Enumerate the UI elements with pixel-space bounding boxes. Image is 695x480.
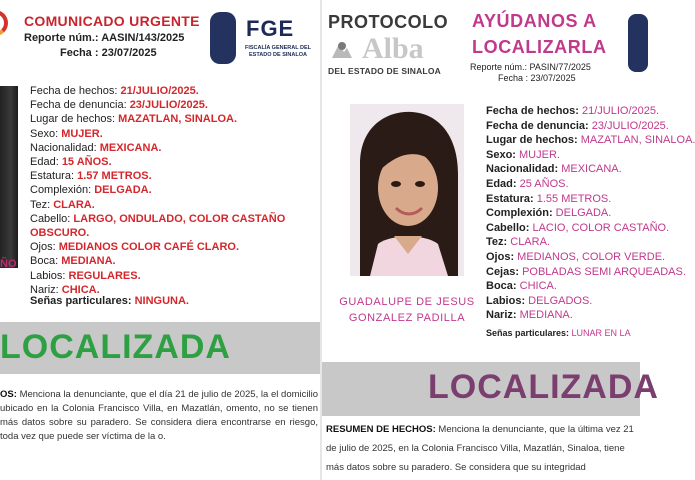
senas-label: Señas particulares:: [486, 328, 572, 338]
report-value: PASIN/77/2025: [529, 62, 591, 72]
case-summary: [0, 388, 318, 444]
summary-label: OS:: [0, 389, 17, 400]
report-label: Reporte núm.:: [24, 32, 99, 44]
facts-list: [30, 84, 320, 297]
fact-row: Complexión: DELGADA.: [486, 207, 612, 220]
fact-row: Lugar de hechos: MAZATLAN, SINALOA.: [30, 113, 238, 126]
status-stamp: LOCALIZADA: [428, 368, 659, 406]
senas-label: Señas particulares:: [30, 295, 135, 307]
distinguishing-marks: [30, 295, 189, 307]
fact-row: Fecha de denuncia: 23/JULIO/2025.: [30, 99, 208, 112]
left-flyer: [0, 0, 320, 480]
case-summary: [326, 420, 644, 477]
report-number: [470, 62, 591, 72]
senas-value: LUNAR EN LA: [571, 328, 631, 338]
state-seal-icon: [628, 14, 648, 72]
protocol-title: PROTOCOLO: [328, 12, 449, 32]
fact-row: Nacionalidad: MEXICANA.: [486, 163, 622, 176]
date-value: 23/07/2025: [530, 73, 576, 83]
report-label: Reporte núm.:: [470, 62, 528, 72]
date-label: Fecha :: [60, 47, 99, 59]
fact-row: Boca: CHICA.: [486, 280, 557, 293]
person-name: [322, 294, 492, 326]
fact-row: Labios: DELGADOS.: [486, 294, 593, 307]
facts-list: [486, 104, 695, 323]
status-stamp: LOCALIZADA: [0, 328, 231, 366]
help-heading-line2: LOCALIZARLA: [472, 37, 607, 57]
fact-row: Fecha de hechos: 21/JULIO/2025.: [30, 85, 199, 97]
help-heading-line1: AYÚDANOS A: [472, 11, 597, 31]
date-label: Fecha :: [498, 73, 529, 83]
fact-row: Cabello: LACIO, COLOR CASTAÑO.: [486, 221, 670, 234]
fact-row: Ojos: MEDIANOS, COLOR VERDE.: [486, 250, 666, 263]
person-name-fragment: ÑO: [0, 258, 17, 270]
summary-label: RESUMEN DE HECHOS:: [326, 424, 436, 435]
senas-value: NINGUNA.: [134, 295, 189, 307]
alba-wordmark: Alba: [362, 32, 424, 65]
fact-row: Estatura: 1.55 METROS.: [486, 192, 612, 205]
fact-row: Lugar de hechos: MAZATLAN, SINALOA.: [486, 134, 695, 147]
fact-row: Tez: CLARA.: [486, 236, 550, 249]
fact-row: Nacionalidad: MEXICANA.: [30, 141, 162, 154]
report-number: [24, 32, 184, 44]
flyer-title: COMUNICADO URGENTE: [24, 13, 200, 29]
alba-subtitle: DEL ESTADO DE SINALOA: [328, 66, 441, 76]
fact-row: Estatura: 1.57 METROS.: [30, 170, 152, 183]
fact-row: Complexión: DELGADA.: [30, 184, 152, 197]
fact-row: Ojos: MEDIANOS COLOR CAFÉ CLARO.: [30, 241, 240, 254]
fact-row: Nariz: MEDIANA.: [486, 309, 573, 322]
person-photo: [350, 104, 464, 276]
fact-row: Boca: MEDIANA.: [30, 255, 116, 268]
fact-row: Fecha de hechos: 21/JULIO/2025.: [486, 105, 660, 117]
fge-logo: [240, 12, 316, 64]
summary-text: Menciona la denunciante, que la última vez 21 de julio de 2025, en la Colonia Francisco Villa, Mazatlán, Sinaloa, tiene más datos sobre su paradero. Se considera que su integridad: [326, 424, 634, 473]
person-photo: [0, 86, 18, 268]
state-seal-icon: [210, 12, 236, 64]
fge-abbr: FGE: [246, 16, 295, 41]
fact-row: Edad: 25 AÑOS.: [486, 177, 569, 190]
fact-row: Edad: 15 AÑOS.: [30, 156, 112, 169]
fge-name: FISCALÍA GENERAL DEL ESTADO DE SINALOA: [244, 45, 311, 58]
report-value: AASIN/143/2025: [101, 32, 185, 44]
fact-row: Labios: REGULARES.: [30, 269, 141, 282]
fact-row: Sexo: MUJER.: [30, 127, 103, 140]
fact-row: Tez: CLARA.: [30, 198, 95, 211]
date-value: 23/07/2025: [101, 47, 157, 59]
report-date: [498, 73, 576, 83]
portrait-illustration: [350, 104, 464, 276]
right-flyer: [322, 0, 695, 480]
fact-row: Sexo: MUJER.: [486, 148, 560, 161]
fact-row: Cabello: LARGO, ONDULADO, COLOR CASTAÑO OBSCURO.: [30, 212, 286, 240]
fact-row: Fecha de denuncia: 23/JULIO/2025.: [486, 119, 669, 132]
distinguishing-marks: [486, 328, 631, 338]
fact-row: Nariz: CHICA.: [30, 283, 100, 296]
report-date: [60, 47, 157, 59]
fact-row: Cejas: POBLADAS SEMI ARQUEADAS.: [486, 265, 686, 278]
person-name-line1: GUADALUPE DE JESUS: [339, 296, 475, 308]
summary-text: Menciona la denunciante, que el día 21 de julio de 2025, la el domicilio ubicado en la Colonia Francisco Villa, en Mazatlán, omento, no se tienen más datos sobre su paradero. Se considera diera encontrarse en riesgo, toda vez que puede ser víctima de la o.: [0, 389, 318, 442]
person-name-line2: GONZALEZ PADILLA: [348, 312, 466, 324]
map-pin-icon: [330, 38, 354, 62]
state-logo-icon: [0, 10, 8, 36]
